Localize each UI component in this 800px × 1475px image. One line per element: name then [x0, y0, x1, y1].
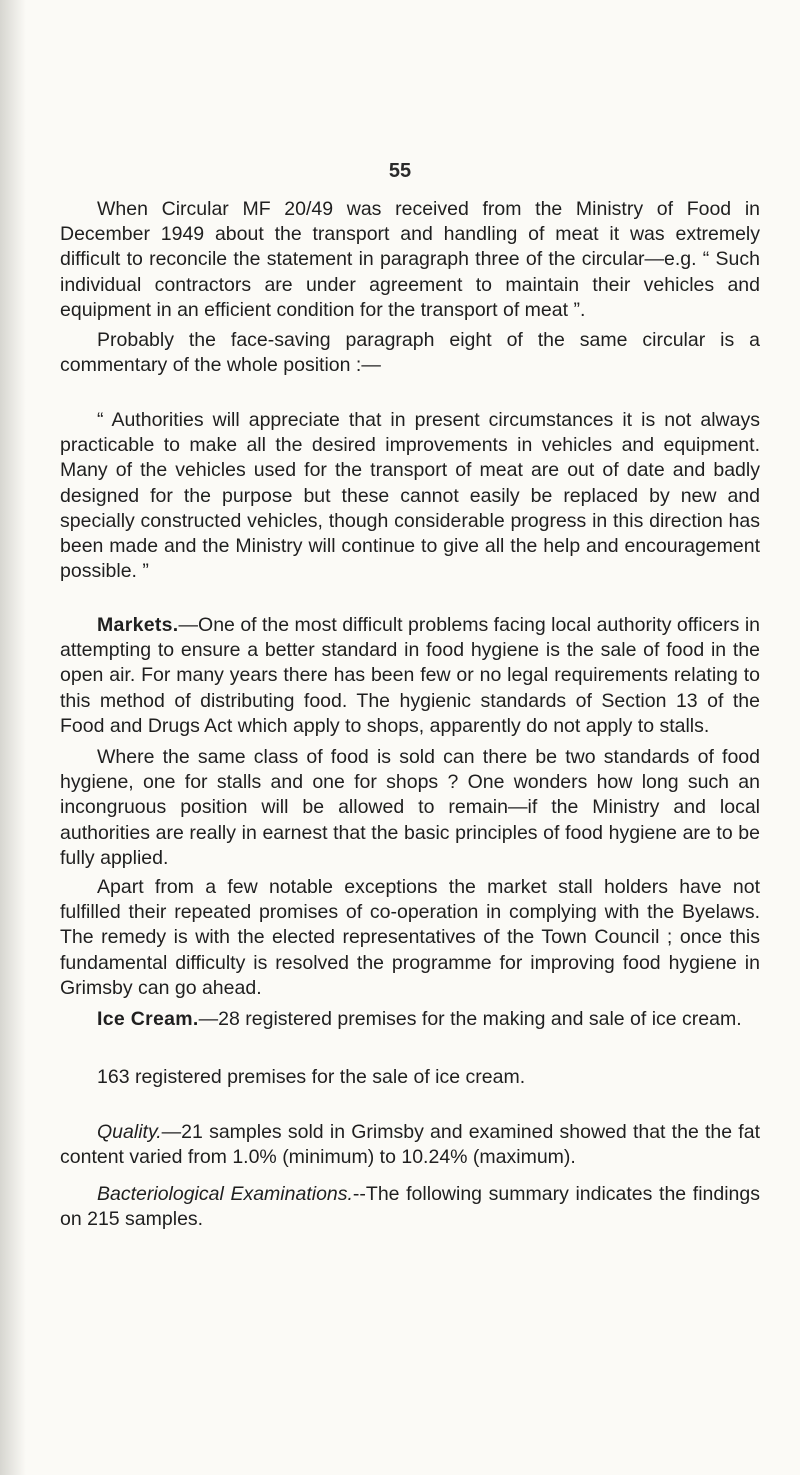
- page-number: 55: [388, 160, 412, 182]
- paragraph-quality: [60, 1120, 760, 1170]
- heading-bacteriological: Bacteriological Examinations.: [97, 1183, 353, 1205]
- paragraph-face-saving: Probably the face-saving paragraph eight of the same circular is a commentary of the whole position :—: [60, 329, 760, 377]
- bacteriological-text: --The following summary indicates the findings on 215 samples.: [60, 1183, 760, 1231]
- paragraph-bacteriological: [60, 1182, 760, 1232]
- paragraph-stall-holders: Apart from a few notable exceptions the market stall holders have not fulfilled their repeated promises of co-operation in complying with the Byelaws. The remedy is with the elected representatives of the Town Council ; once this fundamental difficulty is resolved the programme for improving food hygiene in Grimsby can go ahead.: [60, 876, 760, 999]
- paragraph-ice-cream: [60, 1007, 760, 1032]
- quality-text: —21 samples sold in Grimsby and examined showed that the the fat content varied from 1.0% (minimum) to 10.24% (maximum).: [60, 1121, 760, 1169]
- markets-text: —One of the most difficult problems facing local authority officers in attempting to ensure a better standard in food hygiene is the sale of food in the open air. For many years there has been few or no legal requirements relating to this method of distributing food. The hygienic standards of Section 13 of the Food and Drugs Act which apply to shops, apparently do not apply to stalls.: [60, 614, 760, 737]
- paragraph-circular-mf: When Circular MF 20/49 was received from the Ministry of Food in December 1949 about the transport and handling of meat it was extremely difficult to reconcile the statement in paragraph three of the circular—e.g. “ Such individual contractors are under agreement to maintain their vehicles and equipment in an efficient condition for the transport of meat ”.: [60, 198, 760, 321]
- heading-ice-cream: Ice Cream.: [97, 1008, 199, 1030]
- paragraph-sale-premises: 163 registered premises for the sale of ice cream.: [97, 1066, 526, 1088]
- paragraph-markets: [60, 613, 760, 739]
- ice-cream-text: —28 registered premises for the making and sale of ice cream.: [198, 1008, 742, 1030]
- paragraph-quotation: “ Authorities will appreciate that in present circumstances it is not always practicable to make all the desired improvements in vehicles and equipment. Many of the vehicles used for the transport of meat are out of date and badly designed for the purpose but these cannot easily be replaced by new and specially constructed vehicles, though considerable progress in this direction has been made and the Ministry will continue to give all the help and encouragement possible. ”: [60, 409, 760, 583]
- page-edge-shadow: [0, 0, 26, 1475]
- heading-markets: Markets.: [97, 614, 179, 636]
- heading-quality: Quality.: [97, 1121, 162, 1143]
- paragraph-two-standards: Where the same class of food is sold can there be two standards of food hygiene, one for stalls and one for shops ? One wonders how long such an incongruous position will be allowed to remain—if the Ministry and local authorities are really in earnest that the basic principles of food hygiene are to be fully applied.: [60, 746, 760, 869]
